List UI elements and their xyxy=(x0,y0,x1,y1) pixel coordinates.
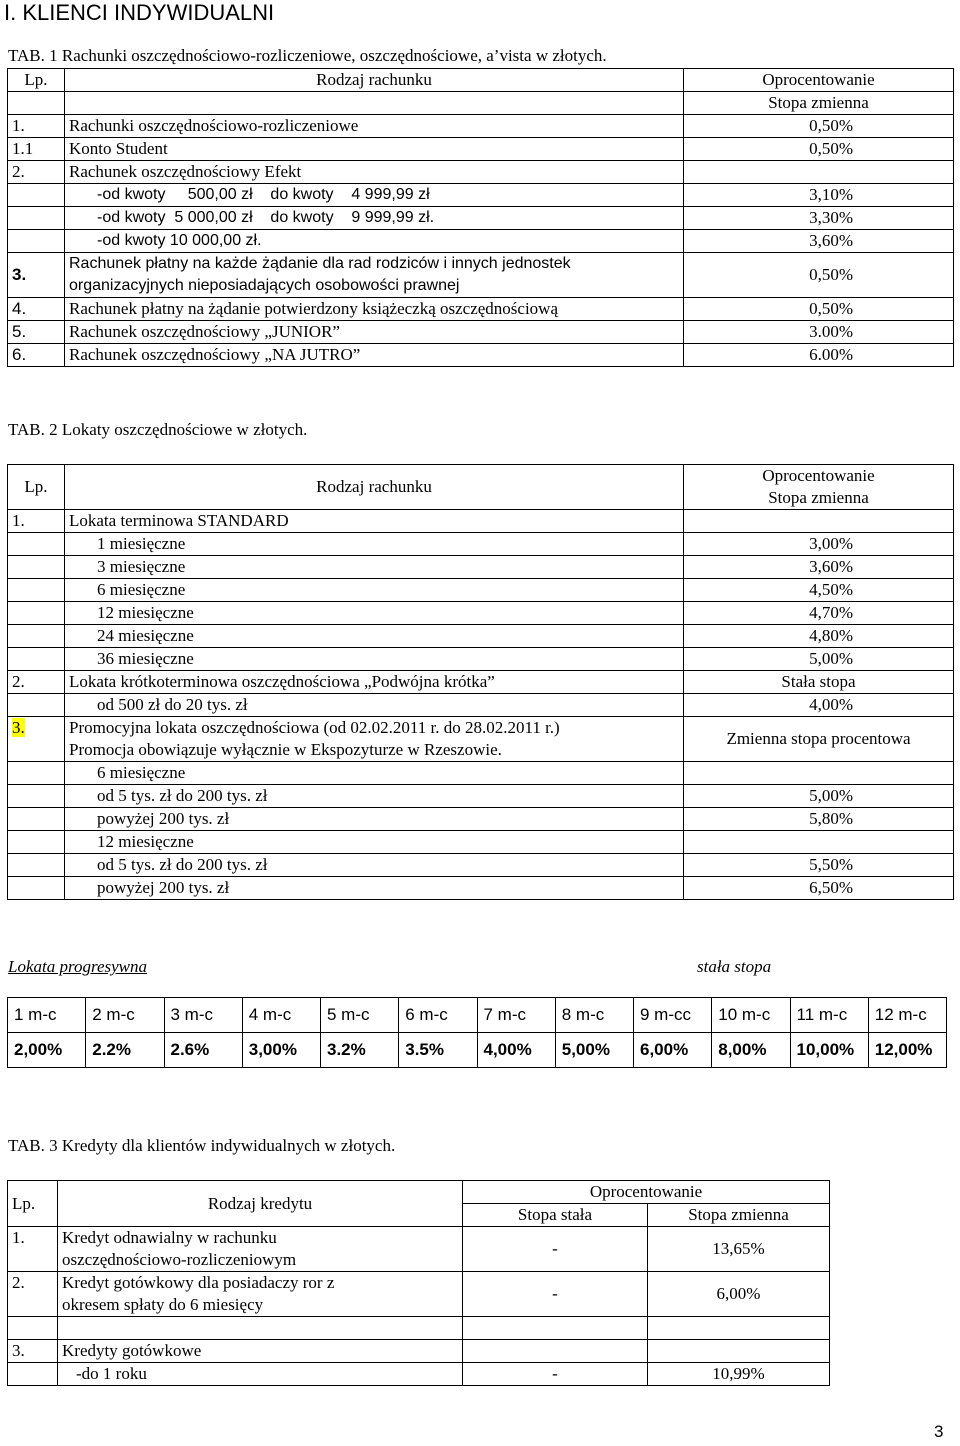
row-lp: 3. xyxy=(8,253,65,298)
row-lp: 1. xyxy=(8,115,65,138)
row-rate: 3,60% xyxy=(684,230,954,253)
tab2-head-type: Rodzaj rachunku xyxy=(65,465,684,510)
row-name: od 5 tys. zł do 200 tys. zł xyxy=(65,785,684,808)
row-name: 12 miesięczne xyxy=(65,831,684,854)
row-lp: 1.1 xyxy=(8,138,65,161)
row-rate: 0,50% xyxy=(684,253,954,298)
table-row xyxy=(8,253,954,298)
row-name: -od kwoty 10 000,00 zł. xyxy=(65,230,684,253)
row-rate: 3.00% xyxy=(684,321,954,344)
table-row xyxy=(8,877,954,900)
rate-cell: 3,00% xyxy=(242,1033,320,1068)
row-lp: 1. xyxy=(8,1227,58,1272)
row-name: -do 1 roku xyxy=(58,1363,463,1386)
table-row xyxy=(8,625,954,648)
row-name: 6 miesięczne xyxy=(65,762,684,785)
row-name: Promocyjna lokata oszczędnościowa (od 02.02.2011 r. do 28.02.2011 r.) Promocja obowiązuje wyłącznie w Ekspozyturze w Rzeszowie. xyxy=(65,717,684,762)
tab3-head-rate: Oprocentowanie xyxy=(463,1181,830,1204)
tab2-head-rate-cell xyxy=(684,465,954,510)
row-lp xyxy=(8,230,65,253)
table-row xyxy=(8,762,954,785)
month-cell: 5 m-c xyxy=(321,998,399,1033)
row-lp: 3. xyxy=(12,718,25,737)
row-name: Kredyt odnawialny w rachunku oszczędnościowo-rozliczeniowym xyxy=(58,1227,463,1272)
table-row xyxy=(8,161,954,184)
tab3-head-var: Stopa zmienna xyxy=(648,1204,830,1227)
row-lp xyxy=(8,694,65,717)
table-row xyxy=(8,808,954,831)
rate-cell: 4,00% xyxy=(477,1033,555,1068)
row-rate: 5,50% xyxy=(684,854,954,877)
row-lp xyxy=(8,648,65,671)
row-lp xyxy=(8,533,65,556)
month-cell: 11 m-c xyxy=(790,998,868,1033)
row-name: od 500 zł do 20 tys. zł xyxy=(65,694,684,717)
row-lp xyxy=(8,854,65,877)
tab2-head-rate: Oprocentowanie xyxy=(762,466,875,485)
table-row xyxy=(8,717,954,762)
section-title: I. KLIENCI INDYWIDUALNI xyxy=(4,0,275,25)
progressive-rates-row xyxy=(8,1033,947,1068)
row-name: Rachunek oszczędnościowy „JUNIOR” xyxy=(65,321,684,344)
row-lp xyxy=(8,625,65,648)
tab3-header-row xyxy=(8,1181,830,1204)
table-row xyxy=(8,831,954,854)
rate-cell: 6,00% xyxy=(634,1033,712,1068)
row-rate: 5,00% xyxy=(684,648,954,671)
row-fixed: - xyxy=(463,1272,648,1317)
row-rate: Zmienna stopa procentowa xyxy=(684,717,954,762)
month-cell: 2 m-c xyxy=(86,998,164,1033)
row-rate: 3,10% xyxy=(684,184,954,207)
row-rate: 0,50% xyxy=(684,298,954,321)
tab1-subheader-row xyxy=(8,92,954,115)
month-cell: 1 m-c xyxy=(8,998,86,1033)
tab1-head-rate: Oprocentowanie xyxy=(684,69,954,92)
row-name: -od kwoty 500,00 zł do kwoty 4 999,99 zł xyxy=(65,184,684,207)
row-lp xyxy=(8,1363,58,1386)
row-lp: 3. xyxy=(8,1340,58,1363)
row-name: Lokata krótkoterminowa oszczędnościowa „Podwójna krótka” xyxy=(65,671,684,694)
table-row xyxy=(8,1272,830,1317)
progressive-months-row xyxy=(8,998,947,1033)
row-name: -od kwoty 5 000,00 zł do kwoty 9 999,99 zł. xyxy=(65,207,684,230)
month-cell: 10 m-c xyxy=(712,998,790,1033)
row-fixed: - xyxy=(463,1363,648,1386)
row-lp-cell xyxy=(8,717,65,762)
row-rate: 5,80% xyxy=(684,808,954,831)
row-rate xyxy=(684,831,954,854)
tab1-header-row xyxy=(8,69,954,92)
row-lp xyxy=(8,831,65,854)
row-lp xyxy=(8,207,65,230)
row-lp xyxy=(8,785,65,808)
row-lp xyxy=(8,877,65,900)
row-rate xyxy=(684,161,954,184)
row-rate xyxy=(684,762,954,785)
month-cell: 7 m-c xyxy=(477,998,555,1033)
row-lp: 5. xyxy=(8,321,65,344)
row-var: 10,99% xyxy=(648,1363,830,1386)
table-row xyxy=(8,230,954,253)
table-row xyxy=(8,344,954,367)
table-row xyxy=(8,1340,830,1363)
tab3-table xyxy=(7,1180,830,1386)
table-row xyxy=(8,115,954,138)
row-lp: 2. xyxy=(8,1272,58,1317)
tab3-head-fixed: Stopa stała xyxy=(463,1204,648,1227)
table-row xyxy=(8,602,954,625)
rate-cell: 3.2% xyxy=(321,1033,399,1068)
month-cell: 9 m-cc xyxy=(634,998,712,1033)
progressive-title: Lokata progresywna xyxy=(8,957,147,976)
row-name: 6 miesięczne xyxy=(65,579,684,602)
row-lp xyxy=(8,762,65,785)
row-lp xyxy=(8,556,65,579)
row-name: 36 miesięczne xyxy=(65,648,684,671)
row-fixed: - xyxy=(463,1227,648,1272)
row-rate: Stała stopa xyxy=(684,671,954,694)
row-name: 24 miesięczne xyxy=(65,625,684,648)
table-row xyxy=(8,854,954,877)
table-row xyxy=(8,671,954,694)
row-lp: 4. xyxy=(8,298,65,321)
row-lp xyxy=(8,579,65,602)
table-row-spacer xyxy=(8,1317,830,1340)
row-var: 13,65% xyxy=(648,1227,830,1272)
row-name: Rachunek płatny na żądanie potwierdzony książeczką oszczędnościową xyxy=(65,298,684,321)
month-cell: 4 m-c xyxy=(242,998,320,1033)
progressive-subtitle: stała stopa xyxy=(697,957,772,976)
row-name: Kredyty gotówkowe xyxy=(58,1340,463,1363)
rate-cell: 2,00% xyxy=(8,1033,86,1068)
row-rate: 4,70% xyxy=(684,602,954,625)
row-name: powyżej 200 tys. zł xyxy=(65,877,684,900)
rate-cell: 12,00% xyxy=(868,1033,946,1068)
tab2-head-sub: Stopa zmienna xyxy=(768,488,869,507)
row-lp xyxy=(8,808,65,831)
page-number: 3 xyxy=(934,1422,944,1441)
row-rate: 3,30% xyxy=(684,207,954,230)
row-rate: 6.00% xyxy=(684,344,954,367)
tab2-header-row xyxy=(8,465,954,510)
row-name: 12 miesięczne xyxy=(65,602,684,625)
row-fixed xyxy=(463,1340,648,1363)
table-row xyxy=(8,556,954,579)
tab2-head-lp: Lp. xyxy=(8,465,65,510)
row-rate: 0,50% xyxy=(684,138,954,161)
table-row xyxy=(8,1363,830,1386)
tab1-head-sub: Stopa zmienna xyxy=(684,92,954,115)
row-name: Rachunki oszczędnościowo-rozliczeniowe xyxy=(65,115,684,138)
row-lp: 2. xyxy=(8,161,65,184)
table-row xyxy=(8,138,954,161)
tab1-head-type: Rodzaj rachunku xyxy=(65,69,684,92)
row-name: od 5 tys. zł do 200 tys. zł xyxy=(65,854,684,877)
rate-cell: 8,00% xyxy=(712,1033,790,1068)
table-row xyxy=(8,648,954,671)
row-name: Lokata terminowa STANDARD xyxy=(65,510,684,533)
row-lp xyxy=(8,184,65,207)
row-name: 3 miesięczne xyxy=(65,556,684,579)
month-cell: 6 m-c xyxy=(399,998,477,1033)
tab3-head-type: Rodzaj kredytu xyxy=(58,1181,463,1227)
row-rate: 0,50% xyxy=(684,115,954,138)
row-rate: 5,00% xyxy=(684,785,954,808)
row-rate: 4,80% xyxy=(684,625,954,648)
rate-cell: 2.6% xyxy=(164,1033,242,1068)
tab3-head-lp: Lp. xyxy=(8,1181,58,1227)
month-cell: 3 m-c xyxy=(164,998,242,1033)
month-cell: 12 m-c xyxy=(868,998,946,1033)
table-row xyxy=(8,298,954,321)
table-row xyxy=(8,321,954,344)
table-row xyxy=(8,184,954,207)
table-row xyxy=(8,1227,830,1272)
row-rate: 3,00% xyxy=(684,533,954,556)
tab1-title: TAB. 1 Rachunki oszczędnościowo-rozliczeniowe, oszczędnościowe, a’vista w złotych. xyxy=(8,46,607,65)
row-rate: 6,50% xyxy=(684,877,954,900)
table-row xyxy=(8,694,954,717)
table-row xyxy=(8,510,954,533)
row-lp xyxy=(8,602,65,625)
row-lp: 6. xyxy=(8,344,65,367)
progressive-table xyxy=(7,997,947,1068)
tab2-title: TAB. 2 Lokaty oszczędnościowe w złotych. xyxy=(8,420,308,439)
row-var: 6,00% xyxy=(648,1272,830,1317)
table-row xyxy=(8,533,954,556)
row-name: Konto Student xyxy=(65,138,684,161)
rate-cell: 3.5% xyxy=(399,1033,477,1068)
tab1-head-lp: Lp. xyxy=(8,69,65,92)
rate-cell: 5,00% xyxy=(555,1033,633,1068)
tab2-table xyxy=(7,464,954,900)
row-name: Rachunek płatny na każde żądanie dla rad rodziców i innych jednostek organizacyjnych nieposiadających osobowości prawnej xyxy=(65,253,684,298)
row-rate: 4,50% xyxy=(684,579,954,602)
row-lp: 2. xyxy=(8,671,65,694)
row-name: 1 miesięczne xyxy=(65,533,684,556)
tab3-title: TAB. 3 Kredyty dla klientów indywidualnych w złotych. xyxy=(8,1136,396,1155)
row-name: Kredyt gotówkowy dla posiadaczy ror z okresem spłaty do 6 miesięcy xyxy=(58,1272,463,1317)
table-row xyxy=(8,785,954,808)
rate-cell: 2.2% xyxy=(86,1033,164,1068)
row-name: powyżej 200 tys. zł xyxy=(65,808,684,831)
row-rate xyxy=(684,510,954,533)
row-rate: 3,60% xyxy=(684,556,954,579)
row-var xyxy=(648,1340,830,1363)
row-rate: 4,00% xyxy=(684,694,954,717)
tab1-table xyxy=(7,68,954,367)
row-lp: 1. xyxy=(8,510,65,533)
row-name: Rachunek oszczędnościowy „NA JUTRO” xyxy=(65,344,684,367)
table-row xyxy=(8,207,954,230)
row-name: Rachunek oszczędnościowy Efekt xyxy=(65,161,684,184)
rate-cell: 10,00% xyxy=(790,1033,868,1068)
month-cell: 8 m-c xyxy=(555,998,633,1033)
table-row xyxy=(8,579,954,602)
